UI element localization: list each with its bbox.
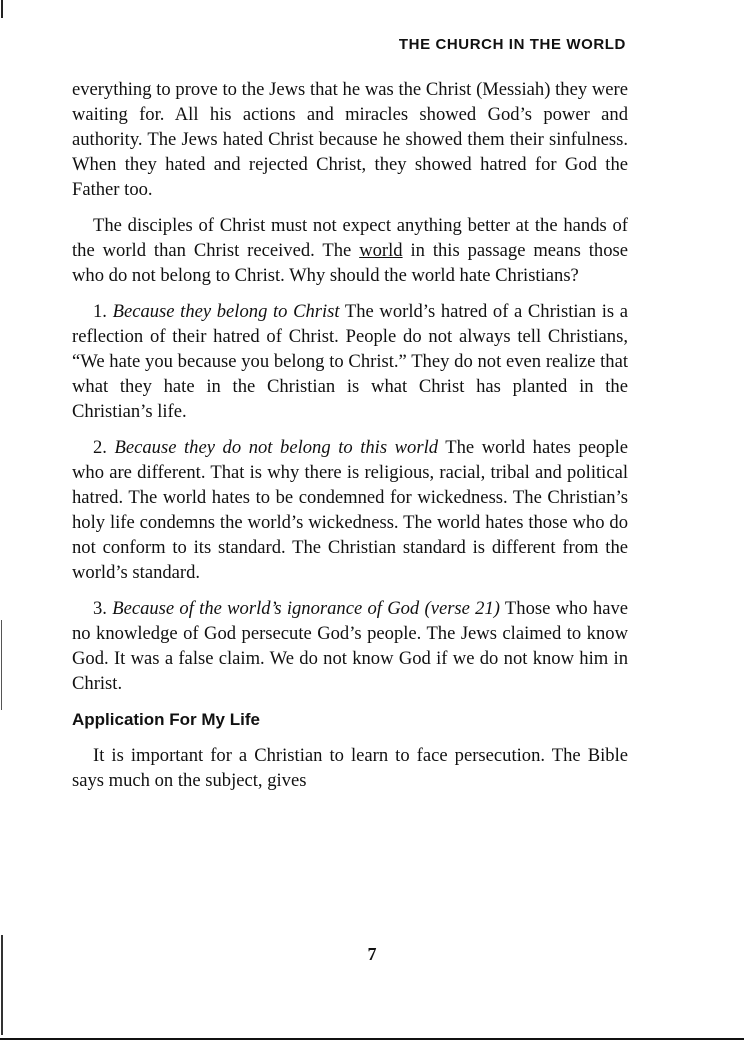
section-heading: Application For My Life <box>72 710 260 729</box>
paragraph-text: in this passage means those who do not belong to Christ. Why should the world hate Christians? <box>72 240 628 286</box>
point-number: 2. <box>93 437 107 458</box>
paragraph-continued: everything to prove to the Jews that he was the Christ (Messiah) they were waiting for. All his actions and miracles showed God’s power and authority. The Jews hated Christ because he showed them their sinfulness. When they hated and rejected Christ, they showed hatred for God the Father too. <box>72 79 628 200</box>
point-text: The world’s hatred of a Christian is a reflection of their hatred of Christ. People do not always tell Christians, “We hate you because you belong to Christ.” They do not even realize that what they hate in the Christian is what Christ has planted in the Christian’s life. <box>72 301 628 422</box>
point-text: The world hates people who are different. That is why there is religious, racial, tribal and political hatred. The world hates to be condemned for wickedness. The Christian’s holy life condemns the world’s wickedness. The world hates those who do not conform to its standard. The Christian standard is different from the world’s standard. <box>72 437 629 583</box>
point-2 <box>72 435 628 585</box>
point-heading: Because they do not belong to this world <box>114 437 439 458</box>
scan-bottom-edge <box>0 1038 744 1040</box>
scan-edge-mark <box>1 620 2 710</box>
point-3 <box>72 596 628 696</box>
paragraph-disciples <box>72 213 628 288</box>
paragraph-text: The disciples of Christ must not expect anything better at the hands of the world than Christ received. The <box>72 215 628 261</box>
point-heading: Because of the world’s ignorance of God (verse 21) <box>112 598 500 619</box>
point-number: 3. <box>93 598 107 619</box>
paragraph-application: It is important for a Christian to learn to face persecution. The Bible says much on the subject, gives <box>72 745 628 791</box>
running-head: THE CHURCH IN THE WORLD <box>398 36 626 53</box>
scan-edge-mark <box>1 0 3 18</box>
point-heading: Because they belong to Christ <box>112 301 340 322</box>
point-text: Those who have no knowledge of God persecute God’s people. The Jews claimed to know God. It was a false claim. We do not know God if we do not know him in Christ. <box>72 598 629 694</box>
point-1 <box>72 299 628 424</box>
page-body <box>72 77 628 804</box>
underlined-word-world: world <box>359 240 403 261</box>
point-number: 1. <box>93 301 107 322</box>
page-number: 7 <box>367 944 377 964</box>
